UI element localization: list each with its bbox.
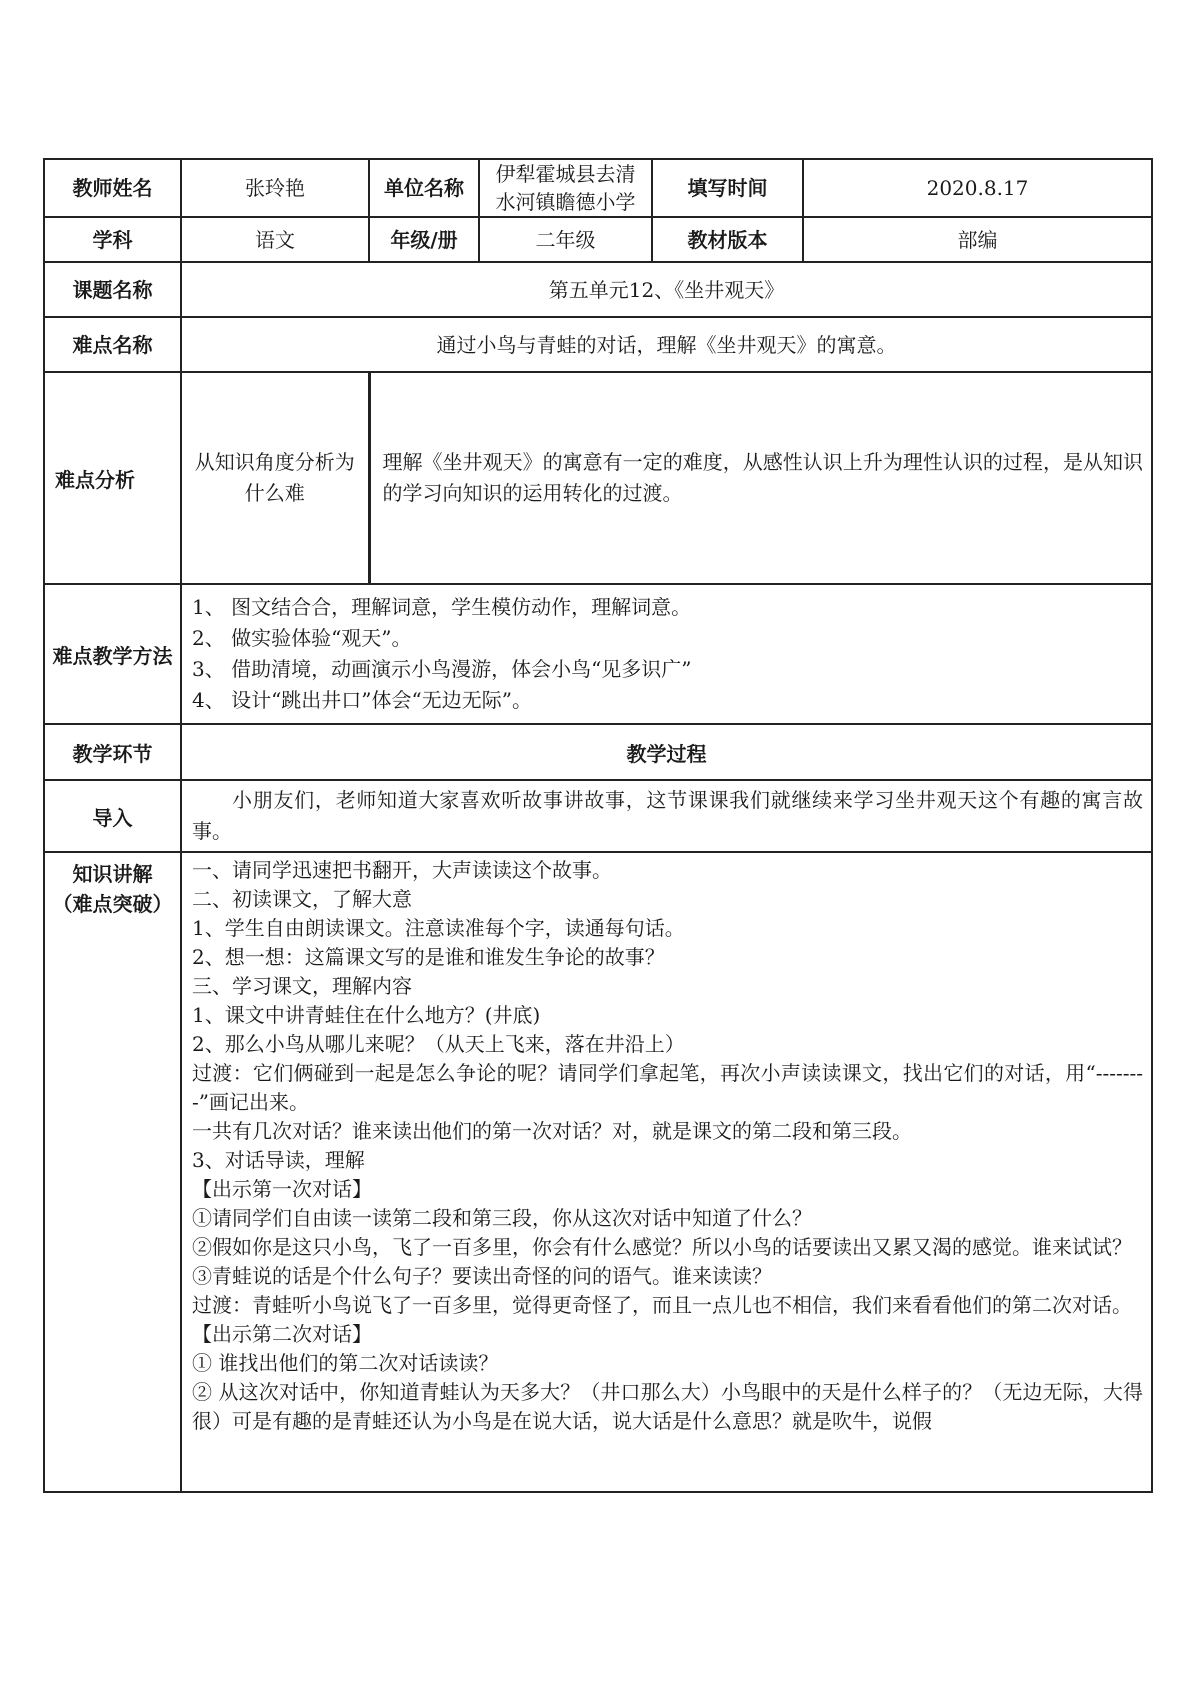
analysis-value: 理解《坐井观天》的寓意有一定的难度，从感性认识上升为理性认识的过程，是从知识的学习向知识的运用转化的过渡。 [369, 372, 1152, 584]
unit-name-value: 伊犁霍城县去清水河镇瞻德小学 [479, 159, 652, 217]
intro-value: 小朋友们，老师知道大家喜欢听故事讲故事，这节课课我们就继续来学习坐井观天这个有趣的寓言故事。 [181, 780, 1152, 852]
knowledge-line: 1、课文中讲青蛙住在什么地方？(井底) [192, 1003, 541, 1027]
knowledge-line: 1、学生自由朗读课文。注意读准每个字，读通每句话。 [192, 916, 685, 940]
knowledge-line: 2、想一想：这篇课文写的是谁和谁发生争论的故事？ [192, 945, 665, 969]
topic-row [44, 262, 1152, 317]
knowledge-line: 【出示第一次对话】 [192, 1177, 372, 1201]
teacher-name-label: 教师姓名 [44, 159, 181, 217]
difficulty-label: 难点名称 [44, 317, 181, 372]
knowledge-line: 3、对话导读，理解 [192, 1148, 365, 1172]
unit-name-label: 单位名称 [369, 159, 479, 217]
knowledge-sub-label: （难点突破） [52, 892, 173, 916]
teaching-process-label: 教学过程 [181, 724, 1152, 780]
methods-row [44, 584, 1152, 724]
subject-label: 学科 [44, 217, 181, 262]
analysis-sub-label: 从知识角度分析为什么难 [181, 372, 369, 584]
knowledge-line: 三、学习课文，理解内容 [192, 974, 412, 998]
methods-item: 3、 借助清境，动画演示小鸟漫游，体会小鸟“见多识广” [192, 657, 692, 681]
knowledge-line: 一、请同学迅速把书翻开，大声读读这个故事。 [192, 858, 612, 882]
knowledge-content [181, 852, 1152, 1492]
knowledge-line: ③青蛙说的话是个什么句子？要读出奇怪的问的语气。谁来读读？ [192, 1264, 772, 1288]
process-header-row [44, 724, 1152, 780]
intro-row [44, 780, 1152, 852]
knowledge-line: 一共有几次对话？谁来读出他们的第一次对话？对，就是课文的第二段和第三段。 [192, 1119, 912, 1143]
knowledge-line: ①请同学们自由读一读第二段和第三段，你从这次对话中知道了什么？ [192, 1206, 812, 1230]
grade-value: 二年级 [479, 217, 652, 262]
knowledge-label-cell [44, 852, 181, 1492]
methods-item: 4、 设计“跳出井口”体会“无边无际”。 [192, 688, 532, 712]
subject-value: 语文 [181, 217, 369, 262]
knowledge-line: 二、初读课文，了解大意 [192, 887, 412, 911]
knowledge-label: 知识讲解 [72, 862, 153, 886]
knowledge-line: 过渡：它们俩碰到一起是怎么争论的呢？请同学们拿起笔，再次小声读读课文，找出它们的对话，用“--------”画记出来。 [192, 1061, 1143, 1114]
knowledge-line: ②假如你是这只小鸟，飞了一百多里，你会有什么感觉？所以小鸟的话要读出又累又渴的感觉。谁来试试？ [192, 1235, 1132, 1259]
methods-list [181, 584, 1152, 724]
teaching-stage-label: 教学环节 [44, 724, 181, 780]
methods-item: 1、 图文结合合，理解词意，学生模仿动作，理解词意。 [192, 595, 692, 619]
intro-label: 导入 [44, 780, 181, 852]
topic-label: 课题名称 [44, 262, 181, 317]
edition-label: 教材版本 [652, 217, 803, 262]
teacher-name-value: 张玲艳 [181, 159, 369, 217]
knowledge-line: ② 从这次对话中，你知道青蛙认为天多大？（井口那么大）小鸟眼中的天是什么样子的？（无边无际，大得很）可是有趣的是青蛙还认为小鸟是在说大话，说大话是什么意思？就是吹牛，说假 [192, 1380, 1143, 1433]
knowledge-line: ① 谁找出他们的第二次对话读读？ [192, 1351, 499, 1375]
edition-value: 部编 [803, 217, 1152, 262]
analysis-label: 难点分析 [44, 372, 181, 584]
fill-date-value: 2020.8.17 [803, 159, 1152, 217]
topic-value: 第五单元12、《坐井观天》 [181, 262, 1152, 317]
difficulty-value: 通过小鸟与青蛙的对话，理解《坐井观天》的寓意。 [181, 317, 1152, 372]
methods-label: 难点教学方法 [44, 584, 181, 724]
knowledge-line: 过渡：青蛙听小鸟说飞了一百多里，觉得更奇怪了，而且一点儿也不相信，我们来看看他们的第二次对话。 [192, 1293, 1132, 1317]
knowledge-row [44, 852, 1152, 1492]
knowledge-line: 2、那么小鸟从哪儿来呢？（从天上飞来，落在井沿上） [192, 1032, 685, 1056]
analysis-row [44, 372, 1152, 584]
knowledge-line: 【出示第二次对话】 [192, 1322, 372, 1346]
difficulty-row [44, 317, 1152, 372]
lesson-plan-table [43, 158, 1153, 1493]
grade-label: 年级/册 [369, 217, 479, 262]
fill-date-label: 填写时间 [652, 159, 803, 217]
header-row-1 [44, 159, 1152, 217]
methods-item: 2、 做实验体验“观天”。 [192, 626, 412, 650]
header-row-2 [44, 217, 1152, 262]
